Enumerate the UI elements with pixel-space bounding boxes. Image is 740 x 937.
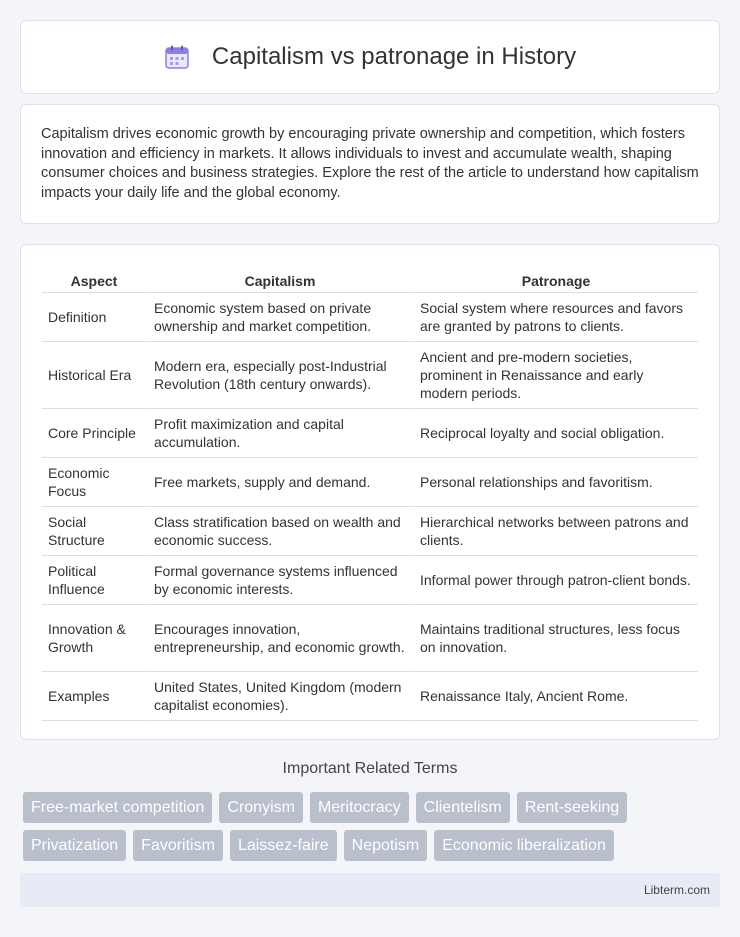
tag-nepotism[interactable]: Nepotism bbox=[344, 830, 428, 861]
tag-favoritism[interactable]: Favoritism bbox=[133, 830, 223, 861]
cell-capitalism: Class stratification based on wealth and economic success. bbox=[146, 507, 412, 556]
footer-brand-link[interactable]: Libterm.com bbox=[643, 883, 710, 897]
tag-row bbox=[23, 830, 723, 861]
header-card bbox=[20, 20, 720, 94]
page-title: Capitalism vs patronage in History bbox=[211, 43, 577, 70]
cell-patronage: Ancient and pre-modern societies, prominent in Renaissance and early modern periods. bbox=[412, 342, 698, 409]
table-header-row bbox=[42, 267, 698, 293]
cell-capitalism: Profit maximization and capital accumulation. bbox=[146, 409, 412, 458]
header-capitalism: Capitalism bbox=[146, 267, 412, 293]
cell-patronage: Maintains traditional structures, less focus on innovation. bbox=[412, 605, 698, 672]
cell-aspect: Economic Focus bbox=[42, 458, 146, 507]
related-terms-title: Important Related Terms bbox=[282, 760, 458, 777]
cell-capitalism: Free markets, supply and demand. bbox=[146, 458, 412, 507]
table-row bbox=[42, 293, 698, 342]
tag-row bbox=[23, 792, 723, 823]
tag-economic-liberalization[interactable]: Economic liberalization bbox=[434, 830, 614, 861]
tag-cronyism[interactable]: Cronyism bbox=[219, 792, 303, 823]
header-aspect: Aspect bbox=[42, 267, 146, 293]
cell-capitalism: United States, United Kingdom (modern capitalist economies). bbox=[146, 672, 412, 721]
calendar-icon bbox=[164, 44, 190, 70]
cell-patronage: Renaissance Italy, Ancient Rome. bbox=[412, 672, 698, 721]
cell-patronage: Hierarchical networks between patrons and clients. bbox=[412, 507, 698, 556]
cell-aspect: Definition bbox=[42, 293, 146, 342]
tag-clientelism[interactable]: Clientelism bbox=[416, 792, 510, 823]
comparison-table bbox=[42, 267, 698, 721]
cell-aspect: Historical Era bbox=[42, 342, 146, 409]
table-row bbox=[42, 672, 698, 721]
intro-card bbox=[20, 104, 720, 224]
cell-patronage: Informal power through patron-client bonds. bbox=[412, 556, 698, 605]
cell-aspect: Social Structure bbox=[42, 507, 146, 556]
tag-privatization[interactable]: Privatization bbox=[23, 830, 126, 861]
comparison-table-card bbox=[20, 244, 720, 740]
tag-laissez-faire[interactable]: Laissez-faire bbox=[230, 830, 337, 861]
cell-capitalism: Economic system based on private ownership and market competition. bbox=[146, 293, 412, 342]
intro-paragraph: Capitalism drives economic growth by encouraging private ownership and competition, which fosters innovation and efficiency in markets. It allows individuals to invest and accumulate wealth, shaping consumer choices and business strategies. Explore the rest of the article to understand how capitalism impacts your daily life and the global economy. bbox=[41, 126, 699, 201]
table-row bbox=[42, 409, 698, 458]
tag-meritocracy[interactable]: Meritocracy bbox=[310, 792, 409, 823]
cell-aspect: Political Influence bbox=[42, 556, 146, 605]
cell-aspect: Innovation & Growth bbox=[42, 605, 146, 672]
cell-capitalism: Formal governance systems influenced by economic interests. bbox=[146, 556, 412, 605]
header-patronage: Patronage bbox=[412, 267, 698, 293]
table-row bbox=[42, 507, 698, 556]
cell-aspect: Examples bbox=[42, 672, 146, 721]
cell-patronage: Reciprocal loyalty and social obligation. bbox=[412, 409, 698, 458]
cell-aspect: Core Principle bbox=[42, 409, 146, 458]
table-row bbox=[42, 458, 698, 507]
table-row bbox=[42, 556, 698, 605]
related-terms-tags bbox=[23, 792, 723, 868]
cell-capitalism: Modern era, especially post-Industrial Revolution (18th century onwards). bbox=[146, 342, 412, 409]
cell-patronage: Personal relationships and favoritism. bbox=[412, 458, 698, 507]
cell-capitalism: Encourages innovation, entrepreneurship, and economic growth. bbox=[146, 605, 412, 672]
table-row bbox=[42, 342, 698, 409]
tag-free-market-competition[interactable]: Free-market competition bbox=[23, 792, 212, 823]
footer bbox=[20, 873, 720, 907]
table-row bbox=[42, 605, 698, 672]
tag-rent-seeking[interactable]: Rent-seeking bbox=[517, 792, 627, 823]
cell-patronage: Social system where resources and favors are granted by patrons to clients. bbox=[412, 293, 698, 342]
